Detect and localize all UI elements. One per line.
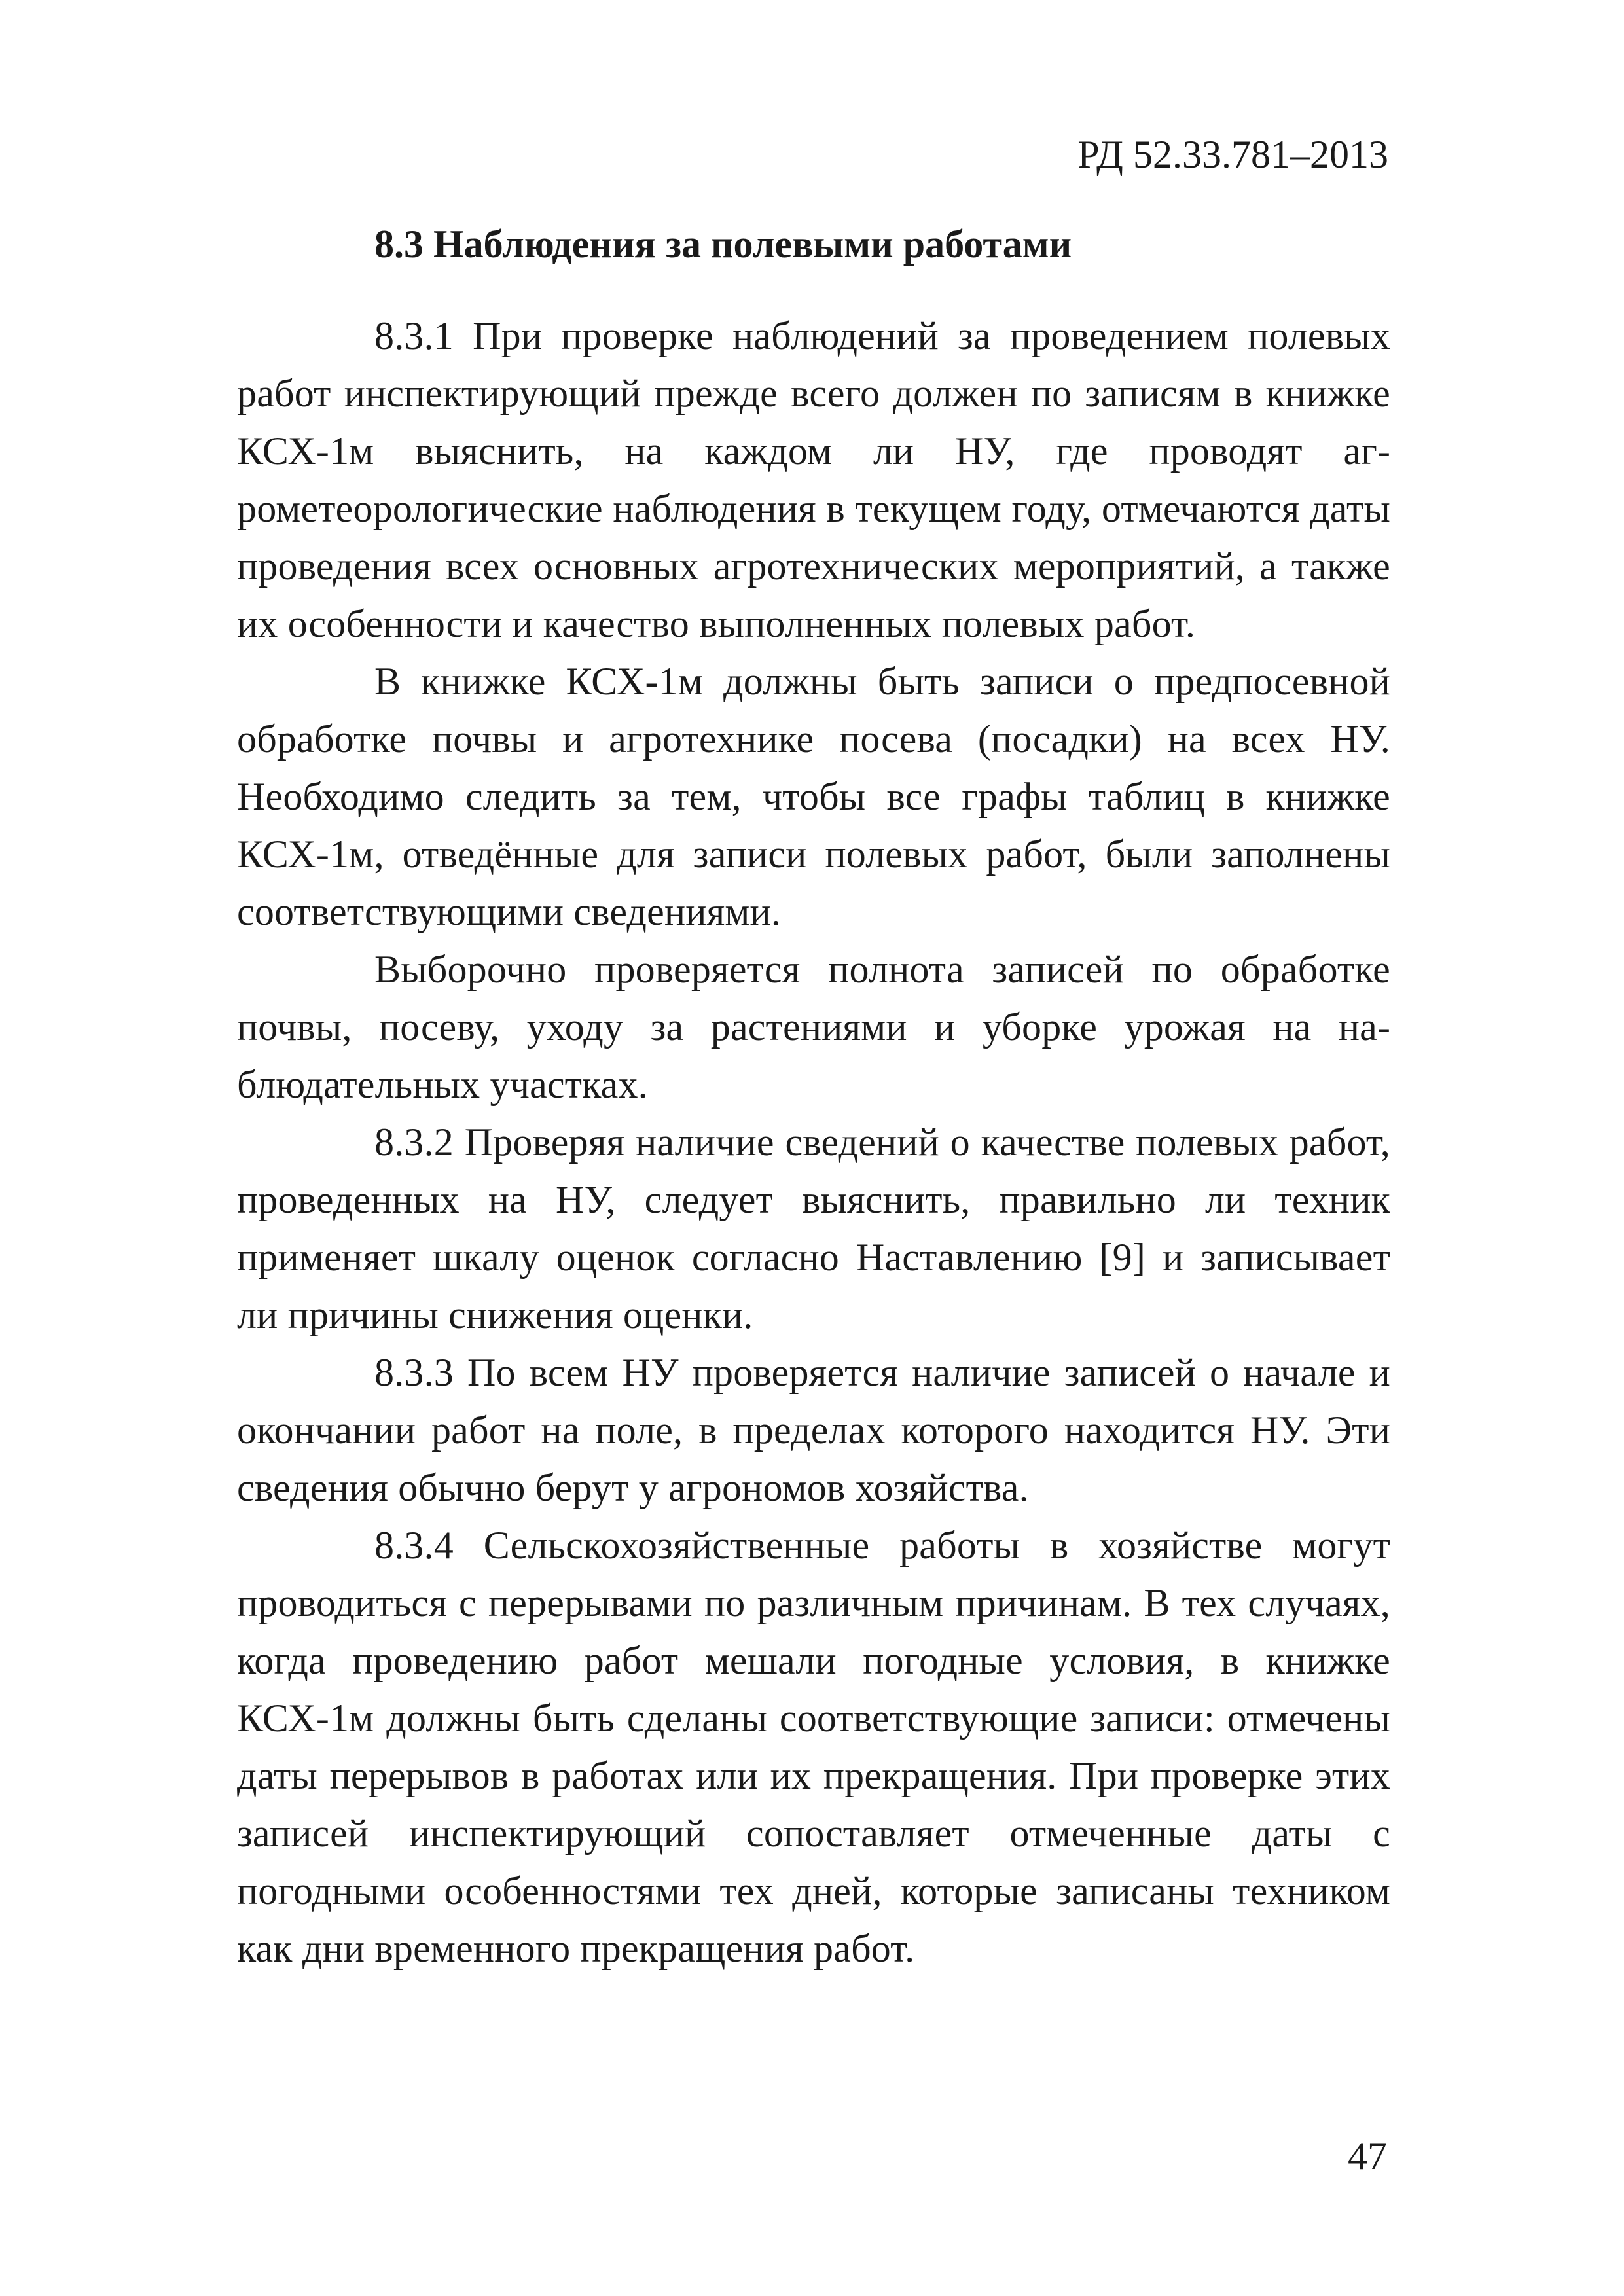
paragraph-selective-check: Выборочно проверяется полнота записей по обработке почвы, посеву, уходу за растениями и уборке урожая на наблюдательных участках. (237, 948, 1390, 1106)
document-code: РД 52.33.781–2013 (1077, 133, 1388, 176)
page-content (237, 216, 1390, 1977)
paragraph-8-3-3: 8.3.3 По всем НУ проверяется наличие записей о начале и окончании работ на поле, в пределах которого находится НУ. Эти сведения обычно берут у агрономов хозяйства. (237, 1351, 1390, 1509)
page-number: 47 (1348, 2134, 1387, 2178)
paragraph-records-requirement: В книжке КСХ-1м должны быть записи о предпосевной обработке почвы и агротехнике посева (посадки) на всех НУ. Необходимо следить за тем, чтобы все графы таблиц в книжке КСХ-1м, отведённые для записи полевых работ, были заполнены соответствующими сведениями. (237, 660, 1390, 933)
section-title: 8.3 Наблюдения за полевыми работами (374, 223, 1072, 266)
paragraph-8-3-1: 8.3.1 При проверке наблюдений за проведением полевых работ инспектирующий прежде всего должен по записям в книжке КСХ-1м выяснить, на каждом ли НУ, где проводят агрометеорологические наблюдения в текущем году, отмечаются даты проведения всех основных агротехнических мероприятий, а также их особенности и качество выполненных полевых работ. (237, 314, 1390, 645)
paragraph-8-3-2: 8.3.2 Проверяя наличие сведений о качестве полевых работ, проведенных на НУ, следует выяснить, правильно ли техник применяет шкалу оценок согласно Наставлению [9] и записывает ли причины снижения оценки. (237, 1121, 1390, 1336)
paragraph-8-3-4: 8.3.4 Сельскохозяйственные работы в хозяйстве могут проводиться с перерывами по различным причинам. В тех случаях, когда проведению работ мешали погодные условия, в книжке КСХ-1м должны быть сделаны соответствующие записи: отмечены даты перерывов в работах или их прекращения. При проверке этих записей инспектирующий сопоставляет отмеченные даты с погодными особенностями тех дней, которые записаны техником как дни временного прекращения работ. (237, 1524, 1390, 1970)
